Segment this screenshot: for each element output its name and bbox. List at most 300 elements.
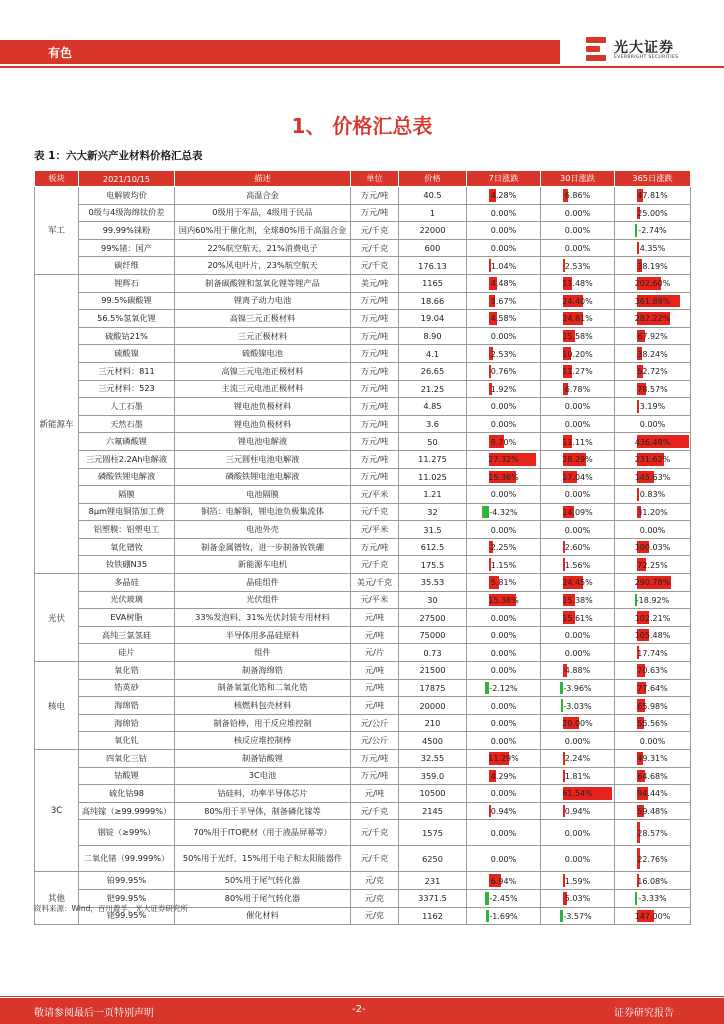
table-body bbox=[35, 187, 691, 925]
change-365d-cell bbox=[615, 556, 691, 574]
change-7d-cell bbox=[467, 846, 541, 872]
price-cell: 11.025 bbox=[399, 468, 467, 486]
table-row bbox=[35, 872, 691, 890]
change-30d-cell bbox=[541, 785, 615, 803]
sector-cell: 其他 bbox=[35, 872, 79, 925]
item-cell: 氧化镨钕 bbox=[79, 538, 175, 556]
company-logo bbox=[586, 36, 706, 66]
price-cell: 32 bbox=[399, 503, 467, 521]
change-value: -2.45% bbox=[489, 894, 518, 904]
price-cell: 4.1 bbox=[399, 345, 467, 363]
change-7d-cell bbox=[467, 327, 541, 345]
footer-report-type: 证券研究报告 bbox=[614, 1008, 674, 1019]
change-value: 20.00% bbox=[562, 719, 593, 729]
table-row bbox=[35, 310, 691, 328]
item-cell: 二氧化锗（99.999%） bbox=[79, 846, 175, 872]
price-summary-table bbox=[34, 170, 691, 925]
description-cell: 70%用于ITO靶材（用于液晶屏幕等） bbox=[175, 820, 351, 846]
footer-band bbox=[0, 998, 724, 1024]
change-value: 59.48% bbox=[637, 807, 668, 817]
price-cell: 1575 bbox=[399, 820, 467, 846]
change-value: 2.25% bbox=[490, 543, 517, 553]
change-30d-cell bbox=[541, 380, 615, 398]
change-value: 6.86% bbox=[564, 191, 591, 201]
change-30d-cell bbox=[541, 204, 615, 222]
change-30d-cell bbox=[541, 907, 615, 925]
change-30d-cell bbox=[541, 274, 615, 292]
change-value: 11.27% bbox=[562, 367, 593, 377]
sector-cell: 军工 bbox=[35, 187, 79, 275]
change-7d-cell bbox=[467, 450, 541, 468]
change-7d-cell bbox=[467, 644, 541, 662]
item-cell: 高纯三氯氢硅 bbox=[79, 626, 175, 644]
unit-cell: 万元/吨 bbox=[351, 187, 399, 205]
change-30d-cell bbox=[541, 187, 615, 205]
change-365d-cell bbox=[615, 187, 691, 205]
change-value: 282.22% bbox=[634, 314, 671, 324]
item-cell: 硫化钴98 bbox=[79, 785, 175, 803]
change-value: 28.57% bbox=[637, 828, 668, 838]
change-value: 0.00% bbox=[564, 208, 591, 218]
change-7d-cell bbox=[467, 767, 541, 785]
change-365d-cell bbox=[615, 239, 691, 257]
logo-name: 光大证券 bbox=[614, 40, 674, 56]
unit-cell: 元/吨 bbox=[351, 785, 399, 803]
change-value: 436.48% bbox=[634, 437, 671, 447]
change-30d-cell bbox=[541, 644, 615, 662]
table-row bbox=[35, 257, 691, 275]
change-365d-cell bbox=[615, 697, 691, 715]
item-cell: 人工石墨 bbox=[79, 398, 175, 416]
change-7d-cell bbox=[467, 292, 541, 310]
change-value: 0.00% bbox=[490, 402, 517, 412]
increase-bar bbox=[637, 488, 639, 501]
change-30d-cell bbox=[541, 872, 615, 890]
table-row bbox=[35, 274, 691, 292]
header-cell: 板块 bbox=[35, 171, 79, 187]
change-value: 3.19% bbox=[639, 402, 666, 412]
change-value: 0.00% bbox=[490, 789, 517, 799]
item-cell: 锆英砂 bbox=[79, 679, 175, 697]
change-value: 4.28% bbox=[490, 191, 517, 201]
change-value: 2.53% bbox=[564, 261, 591, 271]
change-30d-cell bbox=[541, 714, 615, 732]
change-365d-cell bbox=[615, 433, 691, 451]
unit-cell: 元/千克 bbox=[351, 556, 399, 574]
change-365d-cell bbox=[615, 538, 691, 556]
change-365d-cell bbox=[615, 345, 691, 363]
change-value: 0.00% bbox=[490, 244, 517, 254]
table-row bbox=[35, 239, 691, 257]
change-value: 8.70% bbox=[490, 437, 517, 447]
change-365d-cell bbox=[615, 521, 691, 539]
item-cell: 99.5%碳酸锂 bbox=[79, 292, 175, 310]
table-caption: 表 1：六大新兴产业材料价格汇总表 bbox=[34, 150, 203, 162]
description-cell: 高镍三元电池正极材料 bbox=[175, 362, 351, 380]
change-7d-cell bbox=[467, 380, 541, 398]
change-30d-cell bbox=[541, 521, 615, 539]
unit-cell: 万元/吨 bbox=[351, 450, 399, 468]
change-7d-cell bbox=[467, 714, 541, 732]
unit-cell: 万元/吨 bbox=[351, 310, 399, 328]
price-cell: 26.65 bbox=[399, 362, 467, 380]
change-365d-cell bbox=[615, 872, 691, 890]
description-cell: 高镍三元正极材料 bbox=[175, 310, 351, 328]
change-30d-cell bbox=[541, 398, 615, 416]
change-value: 24.45% bbox=[562, 578, 593, 588]
change-7d-cell bbox=[467, 239, 541, 257]
description-cell: 新能源车电机 bbox=[175, 556, 351, 574]
table-row bbox=[35, 345, 691, 363]
change-7d-cell bbox=[467, 556, 541, 574]
table-row bbox=[35, 846, 691, 872]
unit-cell: 元/吨 bbox=[351, 679, 399, 697]
change-value: 290.78% bbox=[634, 578, 671, 588]
decrease-bar bbox=[635, 892, 637, 905]
footer-divider bbox=[0, 996, 724, 997]
sector-cell: 光伏 bbox=[35, 574, 79, 662]
header-divider bbox=[0, 66, 724, 68]
change-30d-cell bbox=[541, 257, 615, 275]
price-cell: 612.5 bbox=[399, 538, 467, 556]
item-cell: 铂99.95% bbox=[79, 872, 175, 890]
change-365d-cell bbox=[615, 204, 691, 222]
header-cell: 365日涨跌 bbox=[615, 171, 691, 187]
change-value: 3.67% bbox=[490, 296, 517, 306]
change-value: 0.00% bbox=[564, 648, 591, 658]
decrease-bar bbox=[482, 506, 489, 519]
footer-disclaimer: 敬请参阅最后一页特别声明 bbox=[34, 1008, 154, 1019]
change-value: 0.00% bbox=[490, 226, 517, 236]
description-cell: 电池隔膜 bbox=[175, 486, 351, 504]
price-cell: 1 bbox=[399, 204, 467, 222]
change-365d-cell bbox=[615, 785, 691, 803]
description-cell: 国内60%用于催化剂，全球80%用于高温合金 bbox=[175, 222, 351, 240]
change-value: 67.92% bbox=[637, 332, 668, 342]
change-value: 77.64% bbox=[637, 683, 668, 693]
change-365d-cell bbox=[615, 468, 691, 486]
change-value: 61.54% bbox=[562, 789, 593, 799]
change-7d-cell bbox=[467, 785, 541, 803]
item-cell: 三元圆柱2.2Ah电解液 bbox=[79, 450, 175, 468]
change-value: 49.31% bbox=[637, 754, 668, 764]
logo-subtitle: EVERBRIGHT SECURITIES bbox=[614, 55, 679, 60]
change-value: 22.76% bbox=[637, 854, 668, 864]
price-cell: 175.5 bbox=[399, 556, 467, 574]
table-row bbox=[35, 521, 691, 539]
change-value: 47.81% bbox=[637, 191, 668, 201]
change-30d-cell bbox=[541, 292, 615, 310]
change-365d-cell bbox=[615, 609, 691, 627]
description-cell: 制备钴酸锂 bbox=[175, 750, 351, 768]
change-7d-cell bbox=[467, 872, 541, 890]
description-cell: 50%用于光纤，15%用于电子和太阳能器件 bbox=[175, 846, 351, 872]
change-30d-cell bbox=[541, 732, 615, 750]
price-cell: 27500 bbox=[399, 609, 467, 627]
change-value: 0.00% bbox=[490, 613, 517, 623]
table-row bbox=[35, 292, 691, 310]
unit-cell: 元/克 bbox=[351, 889, 399, 907]
change-value: 6.94% bbox=[490, 876, 517, 886]
change-value: 64.68% bbox=[637, 771, 668, 781]
change-value: 0.00% bbox=[564, 244, 591, 254]
price-cell: 18.66 bbox=[399, 292, 467, 310]
price-cell: 4500 bbox=[399, 732, 467, 750]
change-7d-cell bbox=[467, 679, 541, 697]
change-value: 4.29% bbox=[490, 771, 517, 781]
table-row bbox=[35, 398, 691, 416]
table-row bbox=[35, 468, 691, 486]
change-7d-cell bbox=[467, 415, 541, 433]
item-cell: 钕铁硼N35 bbox=[79, 556, 175, 574]
change-value: -18.92% bbox=[635, 595, 670, 605]
description-cell: 晶硅组件 bbox=[175, 574, 351, 592]
change-value: 1.92% bbox=[490, 384, 517, 394]
change-value: 17.04% bbox=[562, 472, 593, 482]
price-cell: 32.55 bbox=[399, 750, 467, 768]
unit-cell: 万元/吨 bbox=[351, 415, 399, 433]
change-value: 0.00% bbox=[490, 854, 517, 864]
change-30d-cell bbox=[541, 415, 615, 433]
table-row bbox=[35, 433, 691, 451]
change-value: 24.81% bbox=[562, 314, 593, 324]
page-title: 1、 价格汇总表 bbox=[291, 114, 433, 138]
item-cell: 多晶硅 bbox=[79, 574, 175, 592]
change-value: 17.74% bbox=[637, 648, 668, 658]
item-cell: 56.5%氢氧化锂 bbox=[79, 310, 175, 328]
change-365d-cell bbox=[615, 846, 691, 872]
change-value: 27.32% bbox=[488, 455, 519, 465]
table-row bbox=[35, 662, 691, 680]
description-cell: 钴硅料，功率半导体芯片 bbox=[175, 785, 351, 803]
change-7d-cell bbox=[467, 626, 541, 644]
unit-cell: 元/平米 bbox=[351, 486, 399, 504]
change-value: 38.19% bbox=[637, 261, 668, 271]
table-row bbox=[35, 679, 691, 697]
change-value: 5.03% bbox=[564, 894, 591, 904]
item-cell: 硫酸钴21% bbox=[79, 327, 175, 345]
change-value: 52.72% bbox=[637, 367, 668, 377]
table-row bbox=[35, 714, 691, 732]
item-cell: 0级与4级海绵钛价差 bbox=[79, 204, 175, 222]
description-cell: 制备海绵锆 bbox=[175, 662, 351, 680]
change-value: 102.21% bbox=[634, 613, 671, 623]
header-cell: 30日涨跌 bbox=[541, 171, 615, 187]
change-value: -2.12% bbox=[489, 683, 518, 693]
change-7d-cell bbox=[467, 257, 541, 275]
change-7d-cell bbox=[467, 662, 541, 680]
item-cell: 99.99%铼粉 bbox=[79, 222, 175, 240]
change-365d-cell bbox=[615, 450, 691, 468]
section-header-band bbox=[0, 40, 560, 64]
item-cell: 钴酸锂 bbox=[79, 767, 175, 785]
change-30d-cell bbox=[541, 802, 615, 820]
change-365d-cell bbox=[615, 889, 691, 907]
change-value: 31.20% bbox=[637, 507, 668, 517]
price-cell: 3371.5 bbox=[399, 889, 467, 907]
change-value: 0.00% bbox=[490, 631, 517, 641]
unit-cell: 元/吨 bbox=[351, 662, 399, 680]
change-value: 202.60% bbox=[634, 279, 671, 289]
change-value: 0.00% bbox=[490, 525, 517, 535]
change-value: 4.88% bbox=[564, 666, 591, 676]
unit-cell: 万元/吨 bbox=[351, 538, 399, 556]
page-number: -2- bbox=[352, 1004, 366, 1015]
change-value: 0.00% bbox=[564, 525, 591, 535]
section-label: 有色 bbox=[48, 46, 73, 60]
change-value: 0.00% bbox=[564, 854, 591, 864]
change-7d-cell bbox=[467, 468, 541, 486]
price-cell: 21500 bbox=[399, 662, 467, 680]
change-value: 0.00% bbox=[564, 490, 591, 500]
change-value: 5.81% bbox=[490, 578, 517, 588]
description-cell: 80%用于半导体，制备磷化镓等 bbox=[175, 802, 351, 820]
item-cell: 氧化锆 bbox=[79, 662, 175, 680]
table-row bbox=[35, 503, 691, 521]
price-cell: 11.275 bbox=[399, 450, 467, 468]
change-30d-cell bbox=[541, 310, 615, 328]
change-7d-cell bbox=[467, 310, 541, 328]
table-row bbox=[35, 486, 691, 504]
price-cell: 4.85 bbox=[399, 398, 467, 416]
change-value: 15.58% bbox=[562, 332, 593, 342]
change-7d-cell bbox=[467, 802, 541, 820]
price-cell: 75000 bbox=[399, 626, 467, 644]
change-value: 16.08% bbox=[637, 876, 668, 886]
item-cell: 三元材料：523 bbox=[79, 380, 175, 398]
change-value: 0.00% bbox=[564, 631, 591, 641]
description-cell: 半导体用多晶硅原料 bbox=[175, 626, 351, 644]
price-cell: 50 bbox=[399, 433, 467, 451]
change-value: 0.00% bbox=[564, 420, 591, 430]
change-value: 0.00% bbox=[564, 226, 591, 236]
change-value: 0.00% bbox=[564, 402, 591, 412]
change-365d-cell bbox=[615, 732, 691, 750]
price-cell: 17875 bbox=[399, 679, 467, 697]
change-value: 0.94% bbox=[564, 807, 591, 817]
description-cell: 核反应堆控制棒 bbox=[175, 732, 351, 750]
change-value: 11.29% bbox=[488, 754, 519, 764]
change-7d-cell bbox=[467, 503, 541, 521]
change-7d-cell bbox=[467, 521, 541, 539]
table-row bbox=[35, 415, 691, 433]
sector-cell: 3C bbox=[35, 750, 79, 872]
change-7d-cell bbox=[467, 609, 541, 627]
change-30d-cell bbox=[541, 362, 615, 380]
table-row bbox=[35, 802, 691, 820]
item-cell: 六氟磷酸锂 bbox=[79, 433, 175, 451]
price-cell: 6250 bbox=[399, 846, 467, 872]
price-cell: 1162 bbox=[399, 907, 467, 925]
change-7d-cell bbox=[467, 345, 541, 363]
price-cell: 359.0 bbox=[399, 767, 467, 785]
table-row bbox=[35, 767, 691, 785]
change-value: 0.00% bbox=[490, 701, 517, 711]
change-value: 4.35% bbox=[639, 244, 666, 254]
change-value: 0.00% bbox=[490, 648, 517, 658]
change-value: 24.40% bbox=[562, 296, 593, 306]
unit-cell: 元/公斤 bbox=[351, 714, 399, 732]
table-row bbox=[35, 820, 691, 846]
change-7d-cell bbox=[467, 820, 541, 846]
unit-cell: 元/克 bbox=[351, 907, 399, 925]
change-365d-cell bbox=[615, 274, 691, 292]
change-365d-cell bbox=[615, 802, 691, 820]
table-row bbox=[35, 626, 691, 644]
change-30d-cell bbox=[541, 468, 615, 486]
description-cell: 硫酸镍电池 bbox=[175, 345, 351, 363]
change-value: 147.00% bbox=[634, 911, 671, 921]
change-value: -2.74% bbox=[638, 226, 667, 236]
unit-cell: 万元/吨 bbox=[351, 204, 399, 222]
price-cell: 21.25 bbox=[399, 380, 467, 398]
change-30d-cell bbox=[541, 503, 615, 521]
change-value: 0.94% bbox=[490, 807, 517, 817]
change-7d-cell bbox=[467, 204, 541, 222]
change-value: 0.00% bbox=[490, 736, 517, 746]
change-7d-cell bbox=[467, 750, 541, 768]
change-7d-cell bbox=[467, 591, 541, 609]
description-cell: 50%用于尾气转化器 bbox=[175, 872, 351, 890]
change-value: 6.78% bbox=[564, 384, 591, 394]
description-cell: 锂电池负极材料 bbox=[175, 415, 351, 433]
change-value: 0.00% bbox=[639, 736, 666, 746]
change-value: 105.48% bbox=[634, 631, 671, 641]
header-cell: 7日涨跌 bbox=[467, 171, 541, 187]
item-cell: 海绵铪 bbox=[79, 714, 175, 732]
header-cell: 价格 bbox=[399, 171, 467, 187]
change-30d-cell bbox=[541, 767, 615, 785]
change-365d-cell bbox=[615, 574, 691, 592]
description-cell: 33%发泡料、31%光伏封装专用材料 bbox=[175, 609, 351, 627]
unit-cell: 元/片 bbox=[351, 644, 399, 662]
description-cell: 光伏组件 bbox=[175, 591, 351, 609]
change-365d-cell bbox=[615, 907, 691, 925]
unit-cell: 元/公斤 bbox=[351, 732, 399, 750]
change-365d-cell bbox=[615, 327, 691, 345]
unit-cell: 元/千克 bbox=[351, 503, 399, 521]
change-30d-cell bbox=[541, 609, 615, 627]
description-cell: 三元圆柱电池电解液 bbox=[175, 450, 351, 468]
description-cell: 80%用于尾气转化器 bbox=[175, 889, 351, 907]
table-row bbox=[35, 644, 691, 662]
table-row bbox=[35, 574, 691, 592]
change-value: 10.20% bbox=[562, 349, 593, 359]
change-7d-cell bbox=[467, 222, 541, 240]
increase-bar bbox=[637, 400, 639, 413]
item-cell: 碳纤维 bbox=[79, 257, 175, 275]
change-value: 1.59% bbox=[564, 876, 591, 886]
item-cell: 天然石墨 bbox=[79, 415, 175, 433]
unit-cell: 元/千克 bbox=[351, 222, 399, 240]
unit-cell: 元/吨 bbox=[351, 626, 399, 644]
change-30d-cell bbox=[541, 662, 615, 680]
unit-cell: 万元/吨 bbox=[351, 750, 399, 768]
change-value: 15.36% bbox=[488, 472, 519, 482]
description-cell: 锂离子动力电池 bbox=[175, 292, 351, 310]
change-value: -3.03% bbox=[563, 701, 592, 711]
unit-cell: 元/平米 bbox=[351, 591, 399, 609]
unit-cell: 万元/吨 bbox=[351, 345, 399, 363]
table-row bbox=[35, 204, 691, 222]
item-cell: 硅片 bbox=[79, 644, 175, 662]
change-value: 1.81% bbox=[564, 771, 591, 781]
change-value: 0.76% bbox=[490, 367, 517, 377]
table-row bbox=[35, 187, 691, 205]
change-value: 0.00% bbox=[490, 828, 517, 838]
change-value: 28.29% bbox=[562, 455, 593, 465]
unit-cell: 元/千克 bbox=[351, 846, 399, 872]
